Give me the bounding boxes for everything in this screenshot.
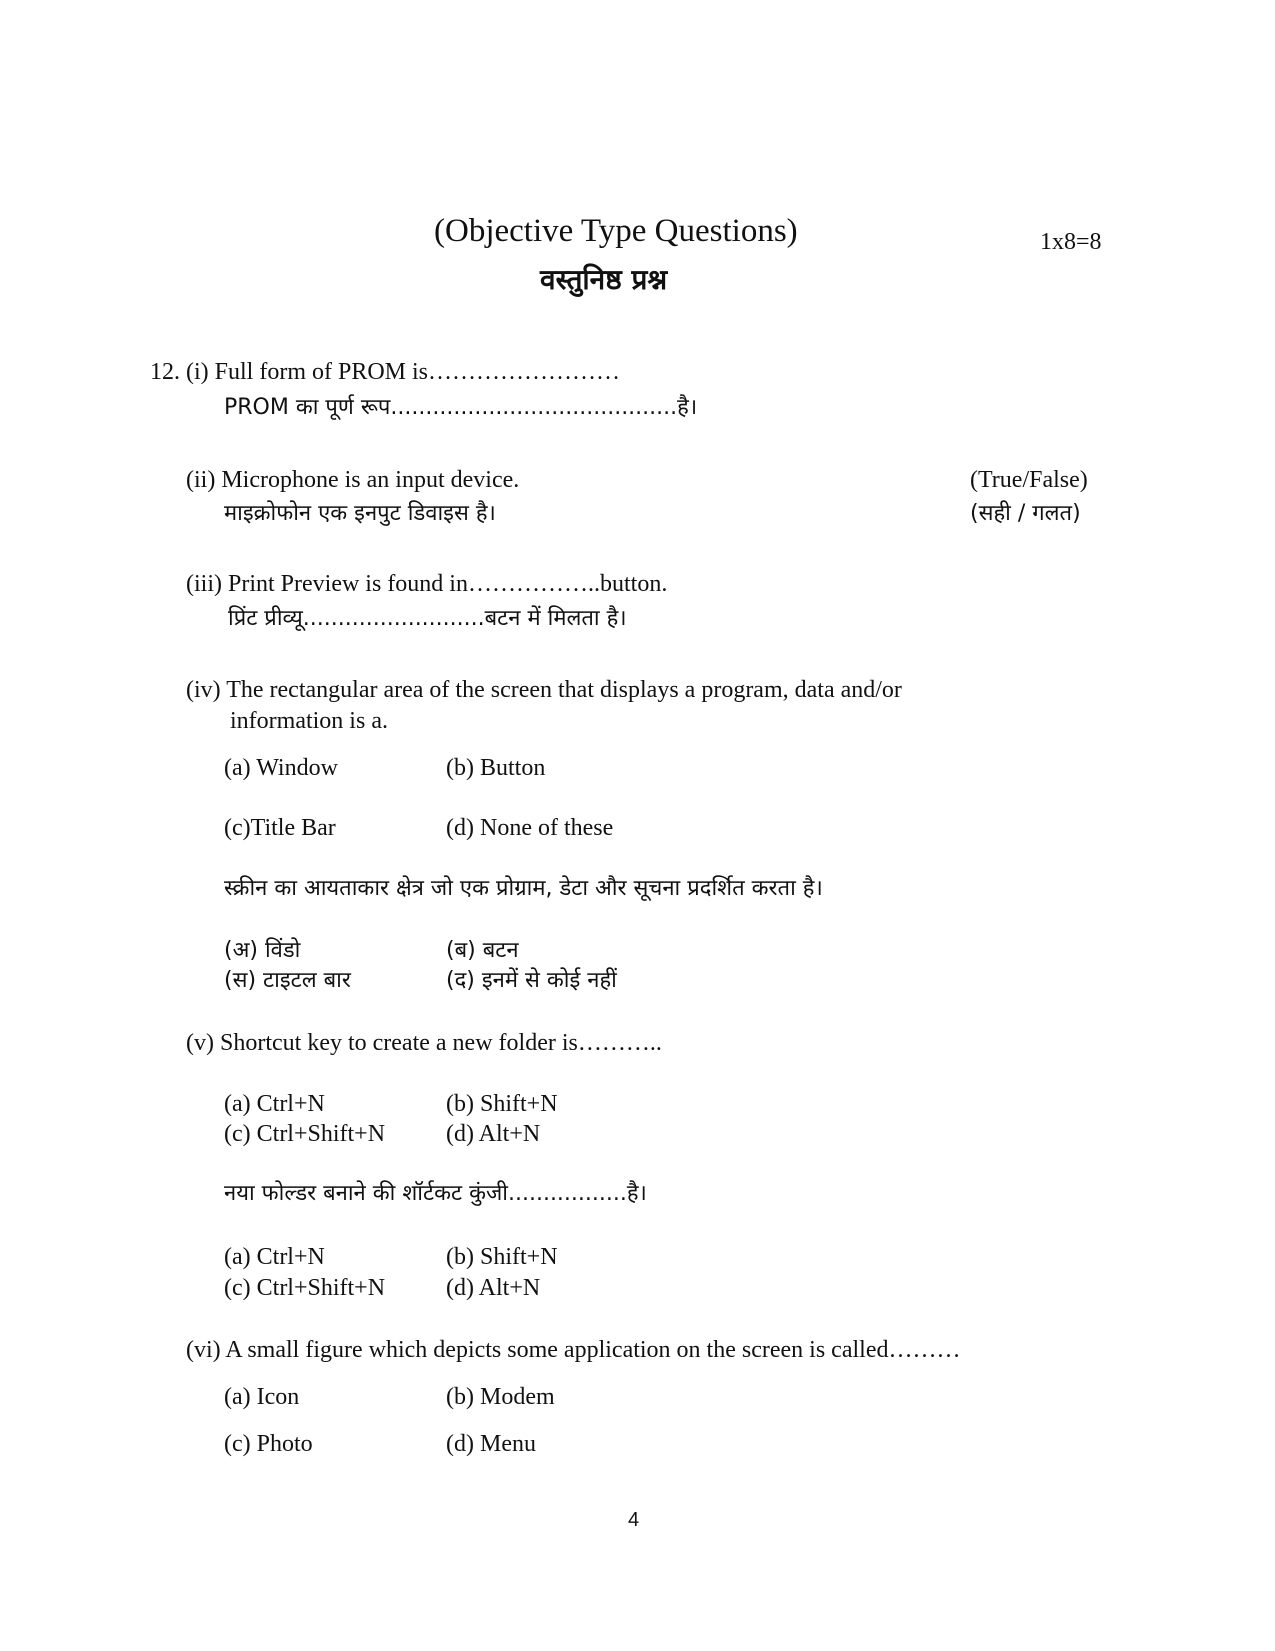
- question-5-hindi-option-c: (c) Ctrl+Shift+N: [224, 1275, 386, 1301]
- question-5-english: (v) Shortcut key to create a new folder is………..: [186, 1030, 662, 1056]
- question-1-hindi: PROM का पूर्ण रूप.........................................है।: [224, 395, 698, 420]
- question-5-hindi: नया फोल्डर बनाने की शॉर्टकट कुंजी.................है।: [224, 1181, 647, 1206]
- question-2-answer-tag: (True/False): [970, 467, 1088, 493]
- question-2-english: (ii) Microphone is an input device.: [186, 467, 520, 493]
- marks-label: 1x8=8: [1040, 229, 1102, 255]
- question-4-option-b: (b) Button: [446, 755, 546, 781]
- question-5-option-c: (c) Ctrl+Shift+N: [224, 1121, 386, 1147]
- question-2-answer-tag-hindi: (सही / गलत): [970, 501, 1081, 526]
- section-title: (Objective Type Questions): [434, 213, 798, 249]
- question-5-hindi-option-b: (b) Shift+N: [446, 1244, 558, 1270]
- question-3-english: (iii) Print Preview is found in……………..button.: [186, 571, 668, 597]
- question-4-hindi-option-a: (अ) विंडो: [224, 938, 301, 963]
- question-6-option-b: (b) Modem: [446, 1384, 555, 1410]
- question-4-hindi: स्क्रीन का आयताकार क्षेत्र जो एक प्रोग्राम, डेटा और सूचना प्रदर्शित करता है।: [224, 876, 823, 901]
- question-6-option-c: (c) Photo: [224, 1431, 313, 1457]
- question-5-option-d: (d) Alt+N: [446, 1121, 541, 1147]
- question-5-option-b: (b) Shift+N: [446, 1091, 558, 1117]
- question-6-option-d: (d) Menu: [446, 1431, 536, 1457]
- question-4-hindi-option-d: (द) इनमें से कोई नहीं: [446, 968, 617, 993]
- section-subtitle-hindi: वस्तुनिष्ठ प्रश्न: [540, 263, 668, 296]
- question-4-option-c: (c)Title Bar: [224, 815, 336, 841]
- question-5-hindi-option-d: (d) Alt+N: [446, 1275, 541, 1301]
- question-6-option-a: (a) Icon: [224, 1384, 300, 1410]
- question-4-option-d: (d) None of these: [446, 815, 614, 841]
- question-3-hindi: प्रिंट प्रीव्यू..........................बटन में मिलता है।: [228, 606, 627, 631]
- question-2-hindi: माइक्रोफोन एक इनपुट डिवाइस है।: [224, 501, 496, 526]
- question-4-hindi-option-c: (स) टाइटल बार: [224, 968, 351, 993]
- question-6-english: (vi) A small figure which depicts some application on the screen is called………: [186, 1337, 961, 1363]
- question-5-hindi-option-a: (a) Ctrl+N: [224, 1244, 325, 1270]
- question-4-option-a: (a) Window: [224, 755, 338, 781]
- page-number: 4: [628, 1509, 640, 1531]
- question-1-english: 12. (i) Full form of PROM is……………………: [150, 359, 621, 385]
- question-4-english-line-1: (iv) The rectangular area of the screen that displays a program, data and/or: [186, 677, 902, 703]
- question-4-hindi-option-b: (ब) बटन: [446, 938, 519, 963]
- question-4-english-line-2: information is a.: [230, 708, 388, 734]
- question-5-option-a: (a) Ctrl+N: [224, 1091, 325, 1117]
